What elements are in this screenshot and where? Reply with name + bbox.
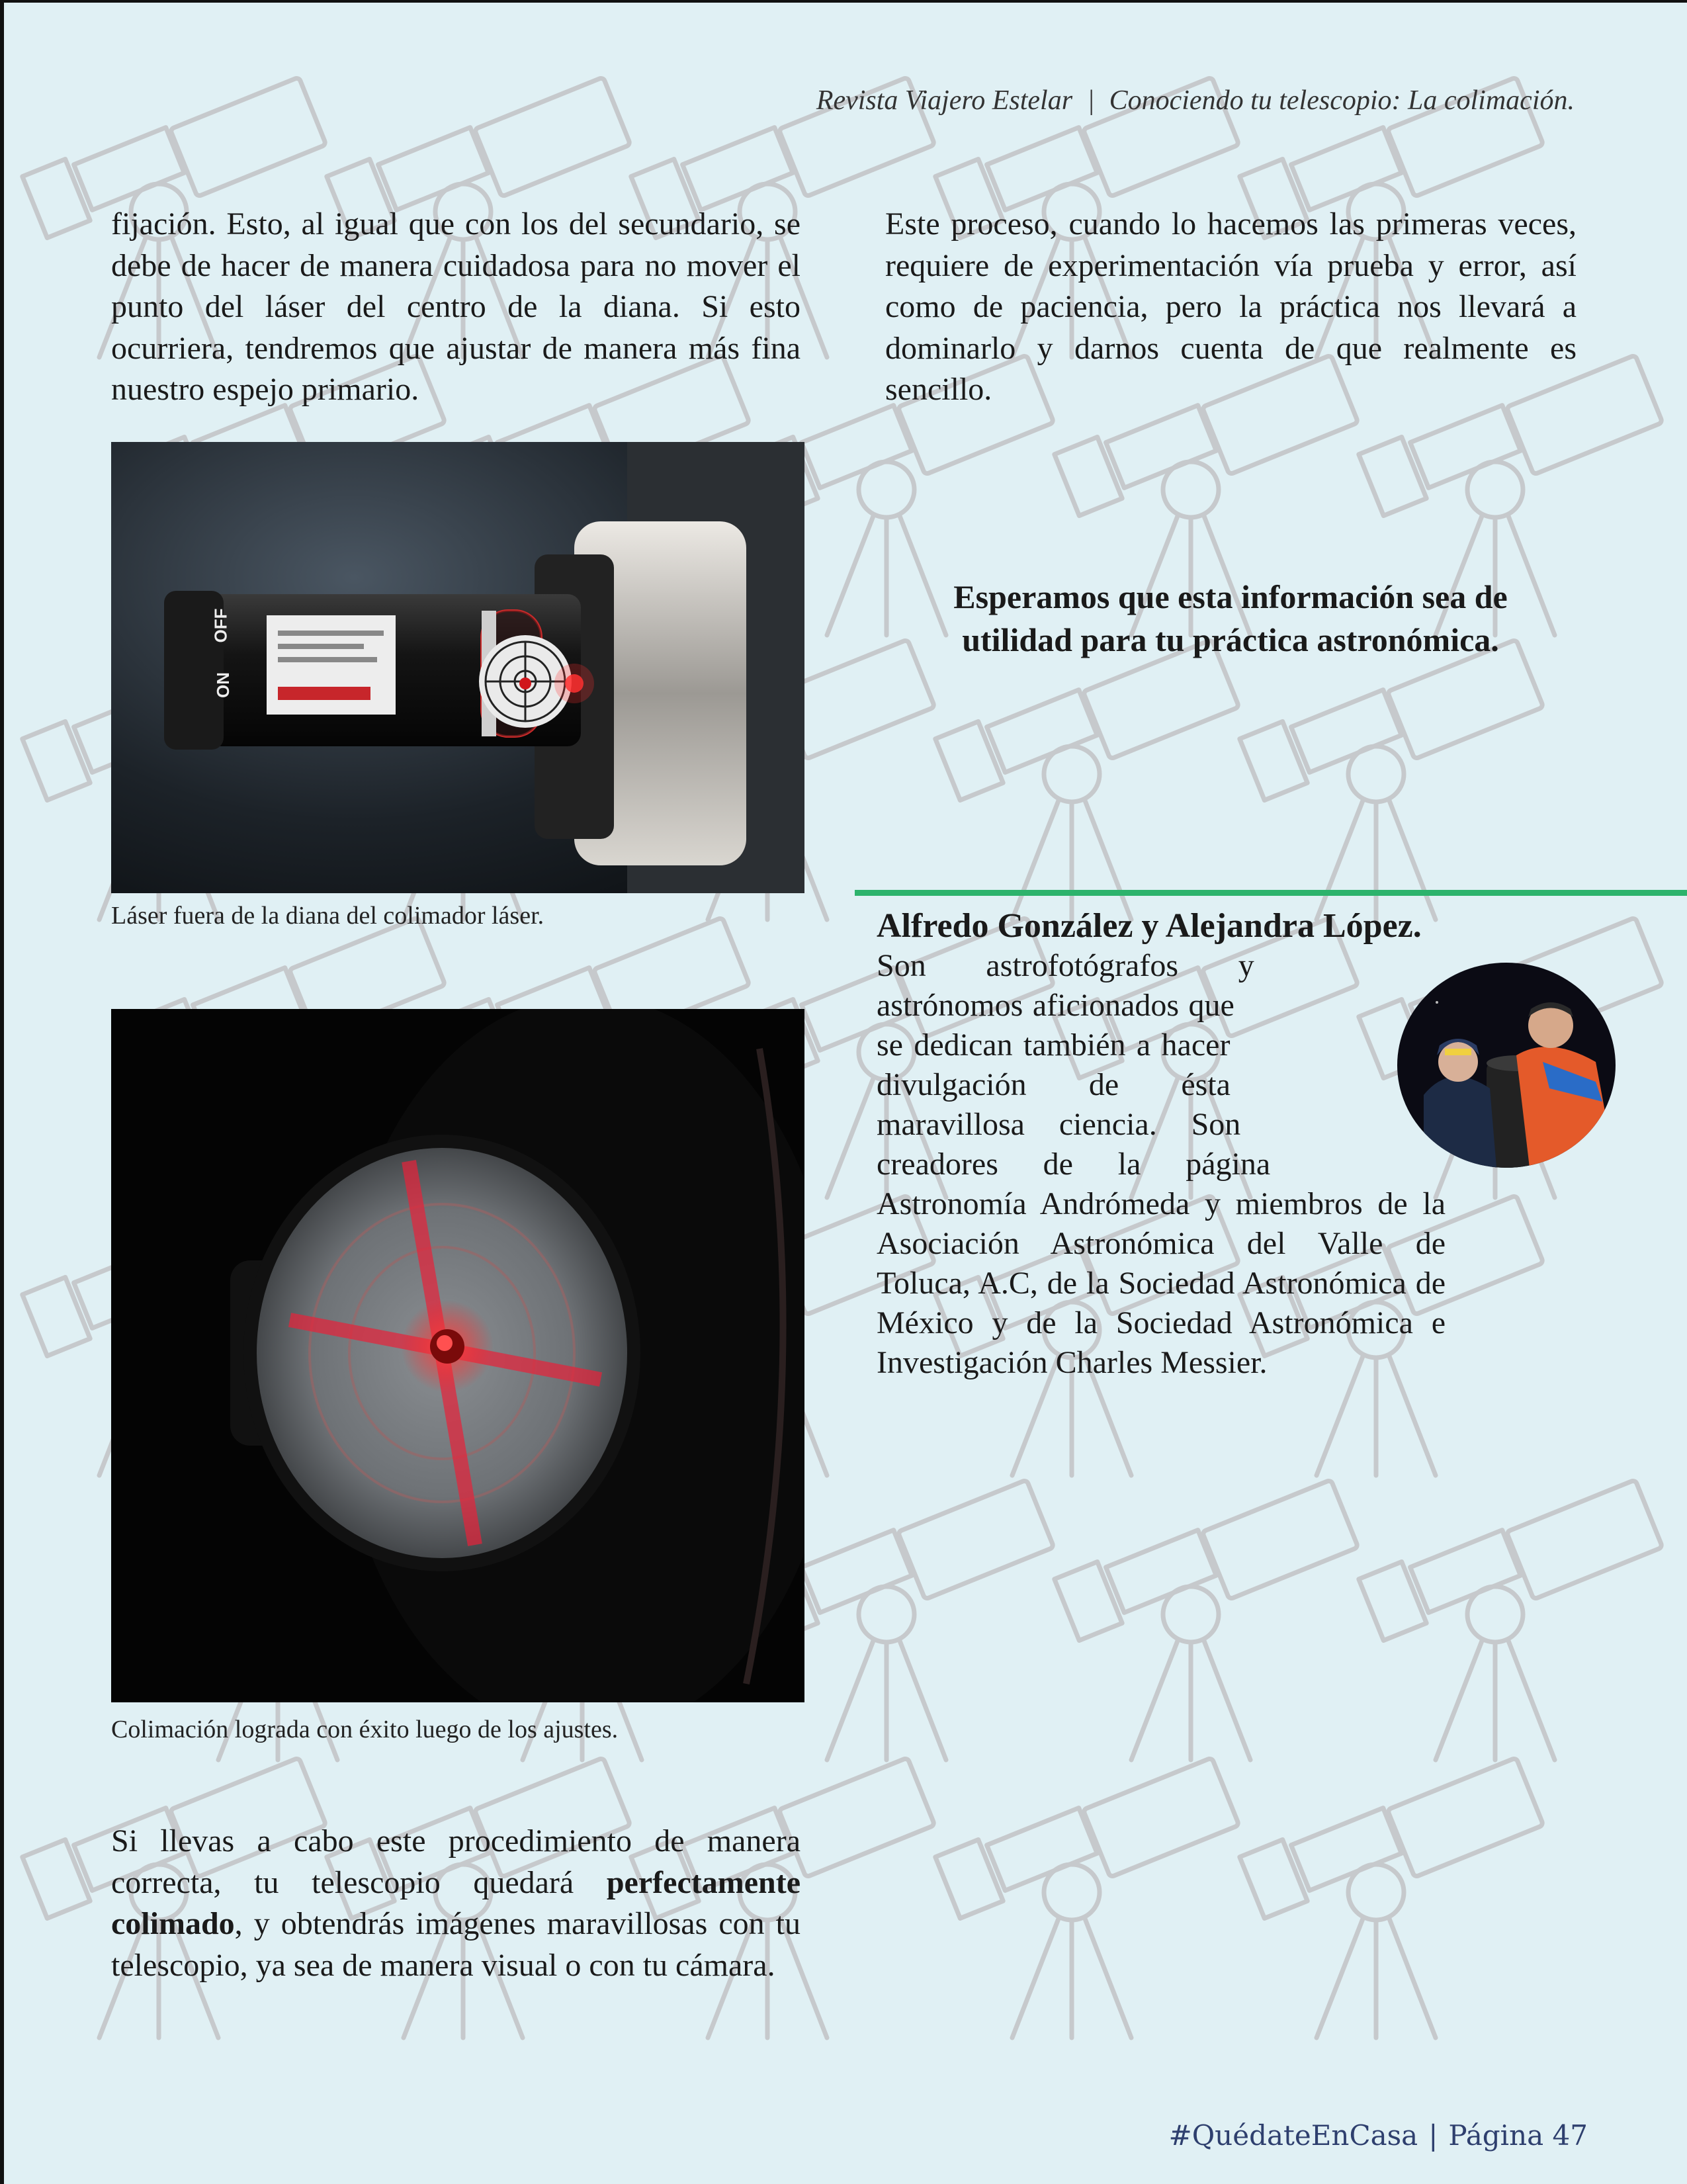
left-paragraph-bottom xyxy=(111,1821,800,1986)
telescope-icon xyxy=(935,640,1239,920)
conclusion-text-start: Si llevas a cabo este procedimiento de manera correcta, tu telescopio quedará xyxy=(111,1823,800,1900)
author-bio: Son astrofotógrafos y astrónomos aficionados que se dedican también a hacer divulgación de ésta maravillosa ciencia. Son creadores de la página Astronomía Andrómeda y miembros de la Asociación Astronómica del Valle de Toluca, A.C, de la Sociedad Astronómica de México y de la Sociedad Astronómica e Investigación Charles Messier. xyxy=(877,948,1446,1380)
header-separator: | xyxy=(1087,85,1095,116)
closing-line-1: Esperamos que esta información sea de xyxy=(953,578,1508,615)
figure1-caption: Láser fuera de la diana del colimador láser. xyxy=(111,902,544,930)
author-avatar xyxy=(1397,963,1616,1168)
article-title: Conociendo tu telescopio: La colimación. xyxy=(1109,85,1575,116)
page-number: Página 47 xyxy=(1448,2119,1588,2152)
conclusion-text-end: , y obtendrás imágenes maravillosas con tu telescopio, ya sea de manera visual o con tu cámara. xyxy=(111,1906,800,1983)
closing-line-2: utilidad para tu práctica astronómica. xyxy=(962,621,1499,658)
right-paragraph-top: Este proceso, cuando lo hacemos las primeras veces, requiere de experimentación vía prueba y error, así como de paciencia, pero la práctica nos llevará a dominarlo y darnos cuenta de que realmente es sencillo. xyxy=(885,206,1577,407)
telescope-icon xyxy=(1240,1758,1543,2038)
author-name: Alfredo González y Alejandra López. xyxy=(877,907,1422,945)
conclusion-emphasis: perfectamente colimado xyxy=(111,1864,800,1941)
telescope-icon xyxy=(1359,1480,1663,1760)
footer-hashtag: #QuédateEnCasa xyxy=(1168,2119,1418,2152)
telescope-icon xyxy=(935,1758,1239,2038)
laser-collimator-photo xyxy=(111,442,804,893)
footer-separator: | xyxy=(1428,2119,1438,2152)
running-header xyxy=(816,85,1575,116)
magazine-title: Revista Viajero Estelar xyxy=(816,85,1073,116)
telescope-icon xyxy=(1055,1480,1358,1760)
author-section-divider xyxy=(855,890,1687,896)
switch-off-label: OFF xyxy=(210,608,231,643)
figure2-caption: Colimación lograda con éxito luego de los ajustes. xyxy=(111,1716,619,1743)
collimated-mirror-photo xyxy=(111,1009,804,1702)
switch-on-label: ON xyxy=(213,672,233,698)
left-paragraph-top: fijación. Esto, al igual que con los del secundario, se debe de hacer de manera cuidadosa para no mover el punto del láser del centro de la diana. Si esto ocurriera, tendremos que ajustar de manera más fina nuestro espejo primario. xyxy=(111,206,800,407)
closing-message xyxy=(880,576,1581,662)
page-footer xyxy=(1169,2119,1588,2152)
telescope-icon xyxy=(1240,640,1543,920)
author-bio-block xyxy=(877,946,1446,1383)
